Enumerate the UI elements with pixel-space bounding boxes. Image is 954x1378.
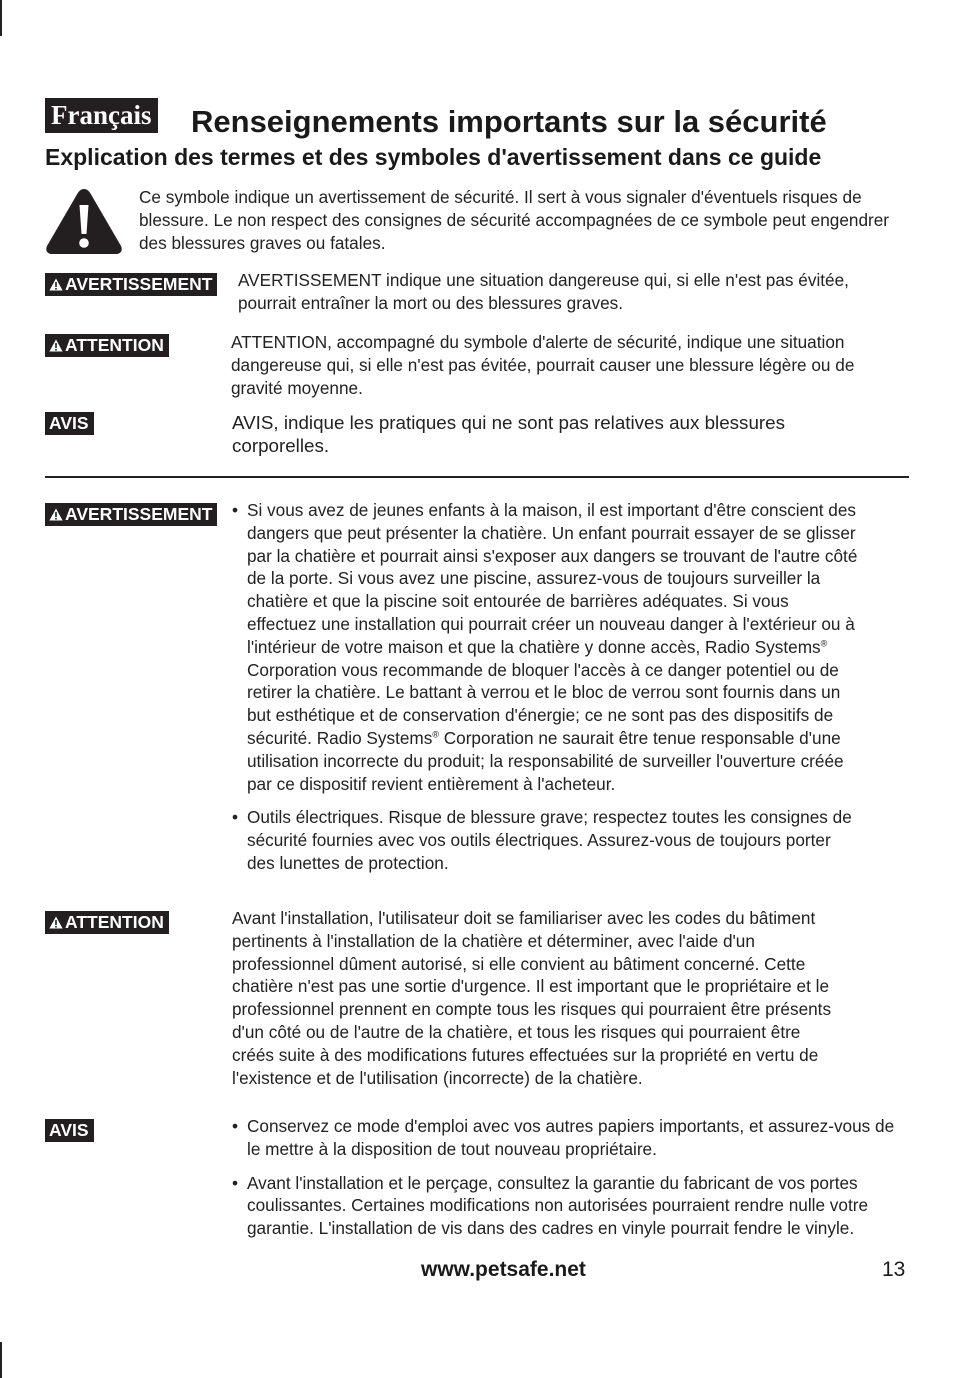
attention-badge bbox=[45, 911, 169, 934]
crop-mark-top bbox=[0, 0, 2, 36]
page-title: Renseignements importants sur la sécurité bbox=[191, 104, 827, 139]
website-url: www.petsafe.net bbox=[421, 1258, 586, 1281]
page-number: 13 bbox=[882, 1258, 906, 1281]
list-item: • Outils électriques. Risque de blessure grave; respectez toutes les consignes de sécurité fournies avec vos outils électriques. Assurez-vous de toujours porter des lunettes de protection. bbox=[232, 806, 862, 874]
avertissement-definition: AVERTISSEMENT indique une situation dangereuse qui, si elle n'est pas évitée, pourrait entraîner la mort ou des blessures graves. bbox=[238, 270, 849, 313]
list-item: • Avant l'installation et le perçage, consultez la garantie du fabricant de vos portes coulissantes. Certaines modifications non autorisées pourraient rendre nulle votre garantie. L'installation de vis dans des cadres en vinyle pourrait fendre le vinyle. bbox=[232, 1172, 904, 1240]
avis-badge bbox=[45, 1119, 94, 1142]
alert-triangle-icon bbox=[49, 508, 63, 521]
avertissement-badge bbox=[45, 273, 217, 296]
badge-label: AVERTISSEMENT bbox=[65, 504, 213, 524]
badge-label: ATTENTION bbox=[65, 912, 164, 932]
language-tag: Français bbox=[45, 98, 158, 133]
warning-triangle-icon bbox=[44, 186, 124, 256]
avis-list bbox=[232, 1115, 904, 1240]
avertissement-badge bbox=[45, 503, 217, 526]
badge-label: AVERTISSEMENT bbox=[65, 274, 213, 294]
section-divider bbox=[45, 476, 909, 478]
badge-label: AVIS bbox=[49, 1120, 89, 1140]
list-item: • Si vous avez de jeunes enfants à la maison, il est important d'être conscient des dangers que peut présenter la chatière. Un enfant pourrait essayer de se glisser par la chatière et pourrait ainsi s'exposer aux dangers se trouvant de l'autre côté de la porte. Si vous avez une piscine, assurez-vous de toujours surveiller la chatière et que la piscine soit entourée de barrières adéquates. Si vous effectuez une installation qui pourrait créer un nouveau danger à l'extérieur ou à l'intérieur de votre maison et que la chatière y donne accès, Radio Systems® Corporation vous recommande de bloquer l'accès à ce danger potentiel ou de retirer la chatière. Le battant à verrou et le bloc de verrou sont fournis dans un but esthétique et de conservation d'énergie; ce ne sont pas des dispositifs de sécurité. Radio Systems® Corporation ne saurait être tenue responsable d'une utilisation incorrecte du produit; la responsabilité de surveiller l'ouverture créée par ce dispositif revient entièrement à l'acheteur. bbox=[232, 499, 862, 795]
badge-label: ATTENTION bbox=[65, 335, 164, 355]
attention-text: Avant l'installation, l'utilisateur doit se familiariser avec les codes du bâtiment pertinents à l'installation de la chatière et déterminer, avec l'aide d'un professionnel dûment autorisé, si elle convient au bâtiment concerné. Cette chatière n'est pas une sortie d'urgence. Il est important que le propriétaire et le professionnel prennent en compte tous les risques qui pourraient être présents d'un côté ou de l'autre de la chatière, et tous les risques qui pourraient être créés suite à des modifications futures effectuées sur la propriété en vertu de l'existence et de l'utilisation (incorrecte) de la chatière. bbox=[232, 908, 832, 1088]
crop-mark-bottom bbox=[0, 1342, 2, 1378]
alert-triangle-icon bbox=[49, 339, 63, 352]
list-item: • Conservez ce mode d'emploi avec vos autres papiers importants, et assurez-vous de le mettre à la disposition de tout nouveau propriétaire. bbox=[232, 1115, 904, 1161]
avertissement-list bbox=[232, 499, 862, 875]
alert-triangle-icon bbox=[49, 278, 63, 291]
alert-triangle-icon bbox=[49, 916, 63, 929]
safety-symbol-description: Ce symbole indique un avertissement de sécurité. Il sert à vous signaler d'éventuels risques de blessure. Le non respect des consignes de sécurité accompagnées de ce symbole peut engendrer des blessures graves ou fatales. bbox=[139, 187, 890, 253]
badge-label: AVIS bbox=[49, 413, 89, 433]
attention-badge bbox=[45, 334, 169, 357]
avis-definition: AVIS, indique les pratiques qui ne sont pas relatives aux blessures corporelles. bbox=[232, 412, 785, 456]
attention-definition: ATTENTION, accompagné du symbole d'alerte de sécurité, indique une situation dangereuse qui, si elle n'est pas évitée, pourrait causer une blessure légère ou de gravité moyenne. bbox=[231, 332, 855, 398]
avis-badge bbox=[45, 412, 94, 435]
page-subtitle: Explication des termes et des symboles d'avertissement dans ce guide bbox=[45, 144, 822, 170]
